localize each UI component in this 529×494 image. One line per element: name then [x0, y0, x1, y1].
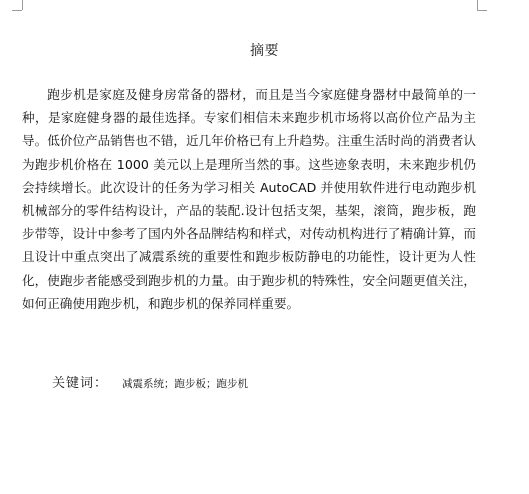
page-corner-mark-right-v	[477, 0, 478, 10]
keywords-line	[52, 372, 248, 391]
abstract-paragraph: 跑步机是家庭及健身房常备的器材，而且是当今家庭健身器材中最简单的一种，是家庭健身器的最佳选择。专家们相信未来跑步机市场将以高价位产品为主导。低价位产品销售也不错，近几年价格已有上升趋势。注重生活时尚的消费者认为跑步机价格在 1000 美元以上是理所当然的事。这些迹象表明，未来跑步机仍会持续增长。此次设计的任务为学习相关 AutoCAD 并使用软件进行电动跑步机机械部分的零件结构设计，产品的装配.设计包括支架，基架，滚筒，跑步板，跑步带等，设计中参考了国内外各品牌结构和样式，对传动机构进行了精确计算，而且设计中重点突出了减震系统的重要性和跑步板防静电的功能性，设计更为人性化，使跑步者能感受到跑步机的力量。由于跑步机的特殊性，安全问题更值关注，如何正确使用跑步机，和跑步机的保养同样重要。	[22, 87, 476, 311]
page-corner-mark-left-v	[22, 0, 23, 10]
keywords-value: 减震系统；跑步板；跑步机	[122, 378, 249, 390]
page-corner-mark-right-h	[477, 10, 487, 11]
keywords-label: 关键词：	[52, 376, 109, 391]
page-corner-mark-left-h	[12, 10, 22, 11]
abstract-title: 摘要	[250, 43, 279, 59]
